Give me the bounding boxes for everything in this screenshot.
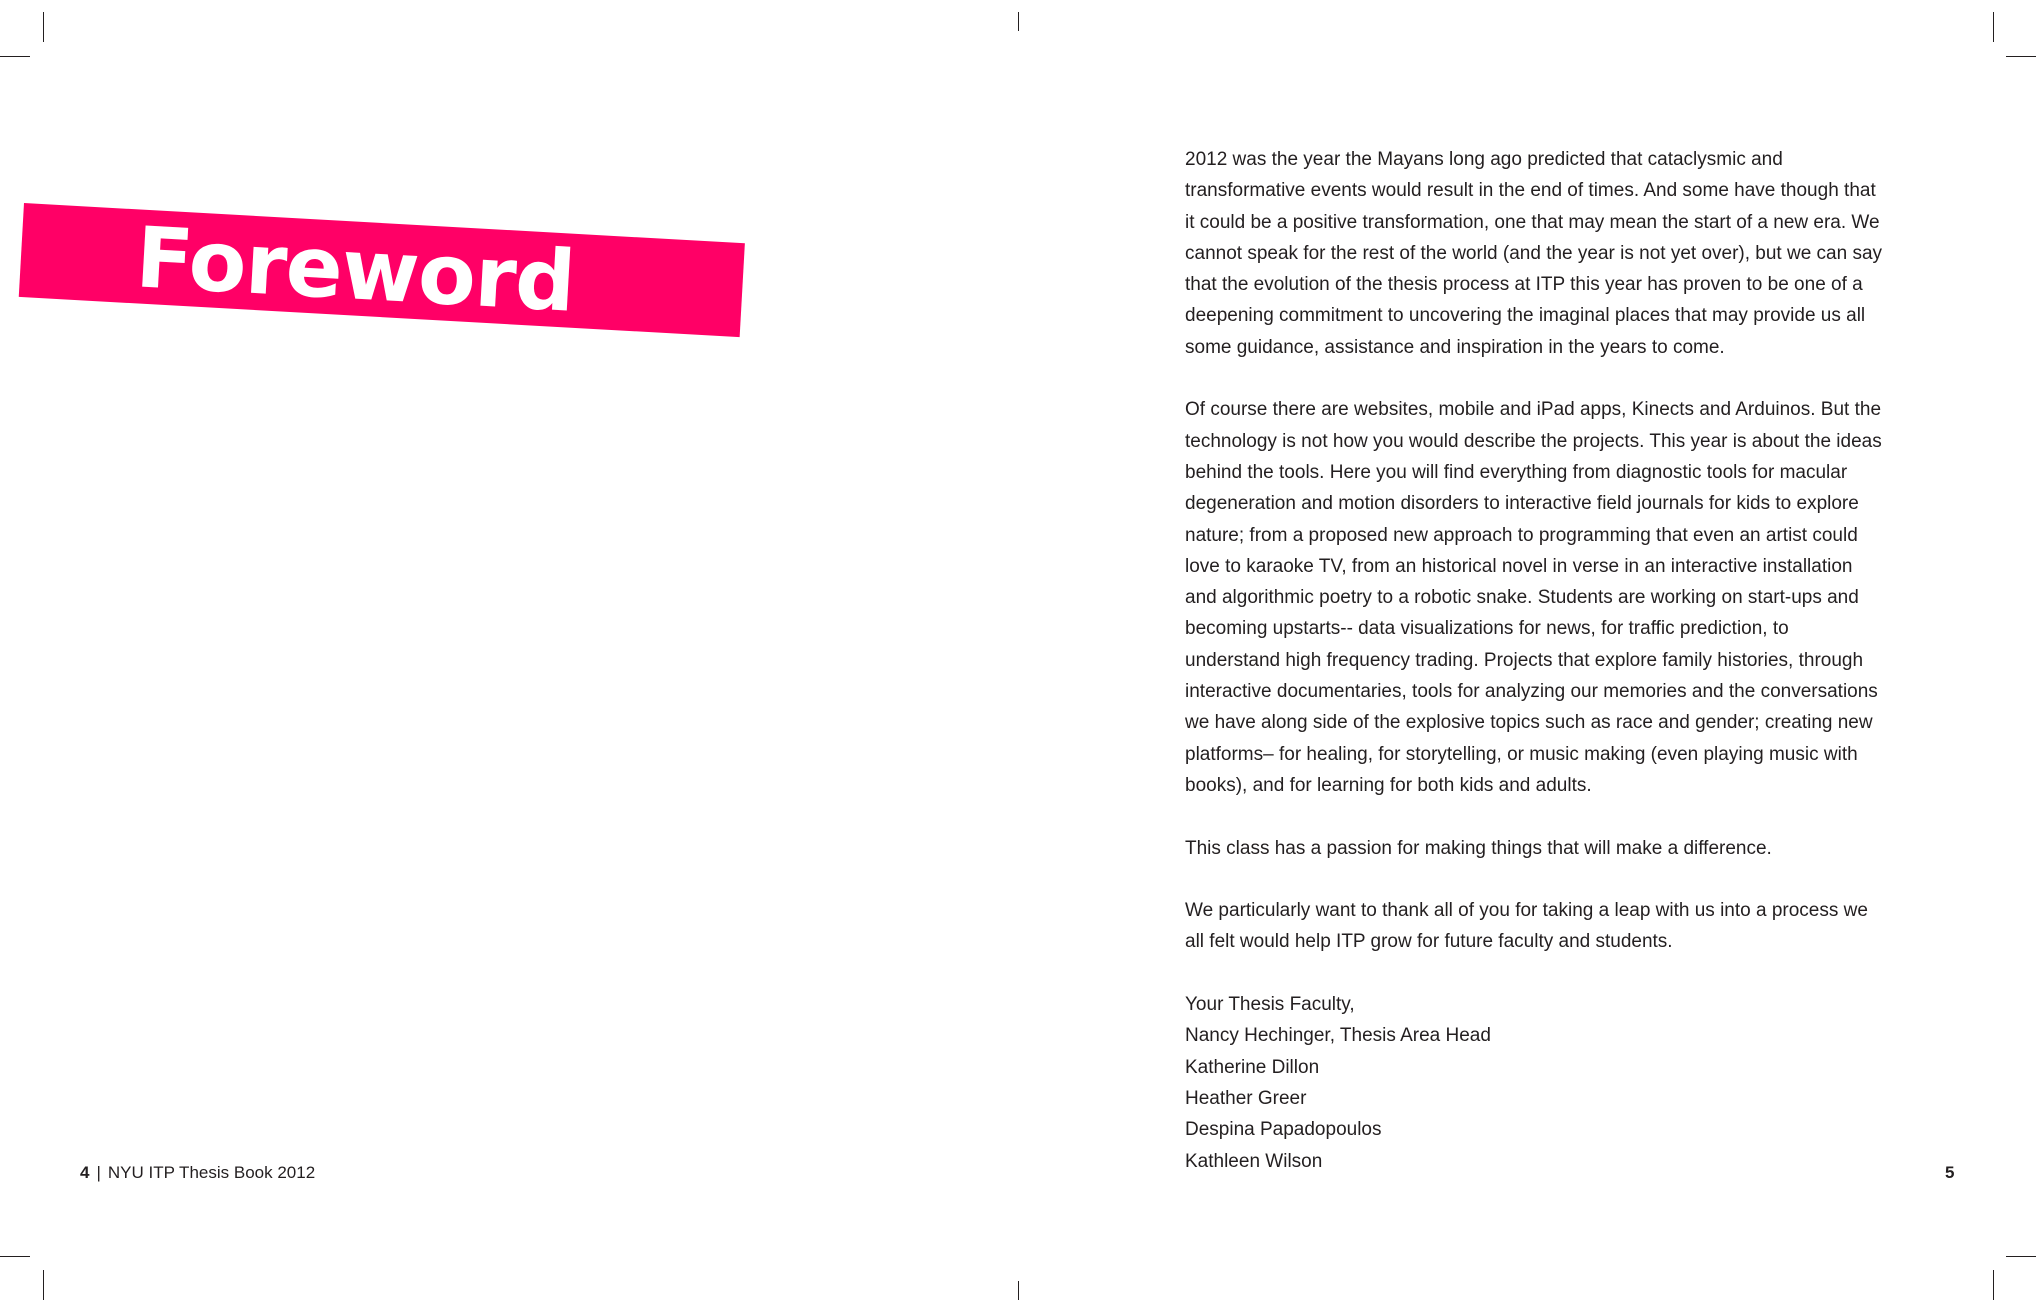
crop-mark	[43, 1270, 44, 1300]
crop-mark	[1993, 1270, 1994, 1300]
signature-name: Despina Papadopoulos	[1185, 1119, 1382, 1141]
paragraph: We particularly want to thank all of you for taking a leap with us into a process we all felt would help ITP grow for future faculty and students.	[1185, 900, 1868, 953]
left-page-number: 4	[80, 1163, 90, 1182]
paragraph: This class has a passion for making things that will make a difference.	[1185, 837, 1772, 859]
crop-mark	[43, 12, 44, 42]
paragraph: 2012 was the year the Mayans long ago predicted that cataclysmic and transformative events would result in the end of times. And some have though that it could be a positive transformation, one that may mean the start of a new era. We cannot speak for the rest of the world (and the year is not yet over), but we can say that the evolution of the thesis process at ITP this year has proven to be one of a deepening commitment to uncovering the imaginal places that may provide us all some guidance, assistance and inspiration in the years to come.	[1185, 149, 1883, 358]
crop-mark	[2006, 56, 2036, 57]
paragraph: Of course there are websites, mobile and iPad apps, Kinects and Arduinos. But the technology is not how you would describe the projects. This year is about the ideas behind the tools. Here you will find everything from diagnostic tools for macular degeneration and motion disorders to interactive field journals for kids to explore nature; from a proposed new approach to programming that even an artist could love to karaoke TV, from an historical novel in verse in an interactive installation and algorithmic poetry to a robotic snake. Students are working on start-ups and becoming upstarts-- data visualizations for news, for traffic prediction, to understand high frequency trading. Projects that explore family histories, through interactive documentaries, tools for analyzing our memories and the conversations we have along side of the explosive topics such as race and gender; creating new platforms– for healing, for storytelling, or music making (even playing music with books), and for learning for both kids and adults.	[1185, 399, 1882, 796]
signature-block	[1185, 989, 1885, 1177]
signature-name: Katherine Dillon	[1185, 1056, 1320, 1078]
crop-mark	[2006, 1256, 2036, 1257]
crop-mark	[1993, 12, 1994, 42]
page-title: Foreword	[133, 208, 578, 331]
crop-mark	[0, 1256, 30, 1257]
foreword-body	[1185, 144, 1885, 1177]
crop-mark	[0, 56, 30, 57]
signature-name: Kathleen Wilson	[1185, 1150, 1323, 1172]
signature-name: Heather Greer	[1185, 1087, 1307, 1109]
signature-salutation: Your Thesis Faculty,	[1185, 994, 1355, 1016]
title-banner	[19, 203, 745, 337]
crop-mark	[1018, 1281, 1019, 1300]
crop-mark	[1018, 12, 1019, 31]
publication-title: NYU ITP Thesis Book 2012	[107, 1163, 316, 1182]
footer-separator: |	[96, 1163, 101, 1182]
left-page-footer	[80, 1163, 315, 1183]
signature-name: Nancy Hechinger, Thesis Area Head	[1185, 1025, 1491, 1047]
right-page-number: 5	[1945, 1163, 1955, 1182]
